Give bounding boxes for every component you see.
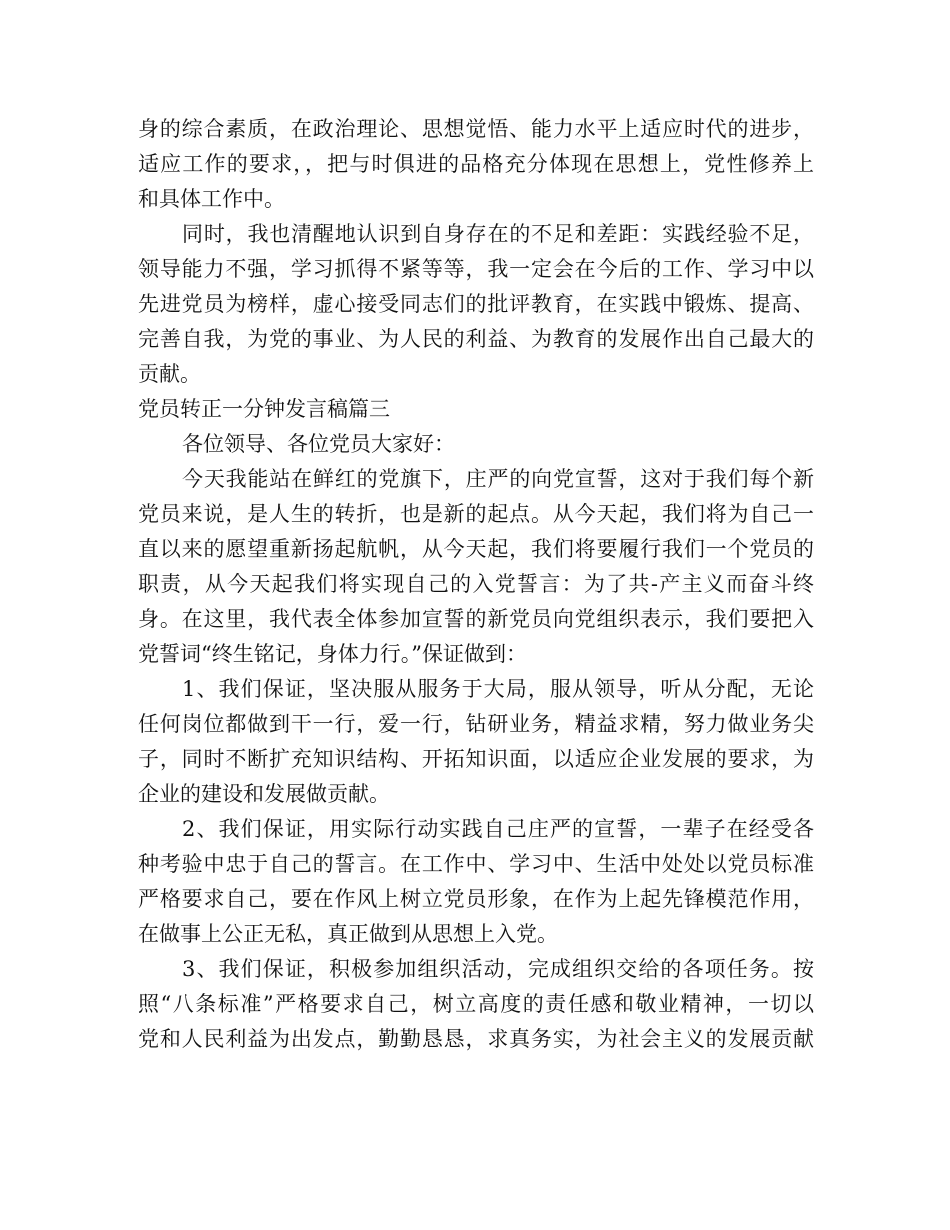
text-line: 和具体工作中。 — [138, 187, 285, 211]
text-line: 党誓词“终生铭记，身体力行。”保证做到： — [138, 642, 527, 666]
text-line: 严格要求自己，要在作风上树立党员形象，在作为上起先锋模范作用， — [138, 887, 814, 911]
text-line: 先进党员为榜样，虚心接受同志们的批评教育，在实践中锻炼、提高、 — [138, 292, 814, 316]
text-line: 子，同时不断扩充知识结构、开拓知识面，以适应企业发展的要求，为 — [138, 747, 814, 771]
text-line: 同时，我也清醒地认识到自身存在的不足和差距：实践经验不足， — [182, 222, 814, 246]
text-line: 在做事上公正无私，真正做到从思想上入党。 — [138, 922, 558, 946]
text-line: 照“八条标准”严格要求自己，树立高度的责任感和敬业精神，一切以 — [138, 992, 814, 1016]
text-line: 今天我能站在鲜红的党旗下，庄严的向党宣誓，这对于我们每个新 — [182, 467, 814, 491]
text-line: 1、我们保证，坚决服从服务于大局，服从领导，听从分配，无论 — [182, 677, 814, 701]
text-line: 贡献。 — [138, 362, 201, 386]
text-line: 完善自我，为党的事业、为人民的利益、为教育的发展作出自己最大的 — [138, 327, 814, 351]
text-line: 直以来的愿望重新扬起航帆，从今天起，我们将要履行我们一个党员的 — [138, 537, 814, 561]
salutation: 各位领导、各位党员大家好： — [182, 432, 455, 456]
text-line: 3、我们保证，积极参加组织活动，完成组织交给的各项任务。按 — [182, 957, 814, 981]
text-line: 领导能力不强，学习抓得不紧等等，我一定会在今后的工作、学习中以 — [138, 257, 814, 281]
text-line: 党和人民利益为出发点，勤勤恳恳，求真务实，为社会主义的发展贡献 — [138, 1027, 814, 1051]
text-line: 种考验中忠于自己的誓言。在工作中、学习中、生活中处处以党员标准 — [138, 852, 814, 876]
text-line: 党员来说，是人生的转折，也是新的起点。从今天起，我们将为自己一 — [138, 502, 814, 526]
text-line: 适应工作的要求，，把与时俱进的品格充分体现在思想上，党性修养上 — [138, 152, 814, 176]
text-line: 身的综合素质，在政治理论、思想觉悟、能力水平上适应时代的进步， — [138, 117, 814, 141]
text-line: 企业的建设和发展做贡献。 — [138, 782, 390, 806]
text-line: 身。在这里，我代表全体参加宣誓的新党员向党组织表示，我们要把入 — [138, 607, 814, 631]
document-body — [138, 112, 814, 1057]
text-line: 职责，从今天起我们将实现自己的入党誓言：为了共-产主义而奋斗终 — [138, 572, 814, 596]
section-heading: 党员转正一分钟发言稿篇三 — [138, 397, 390, 421]
text-line: 任何岗位都做到干一行，爱一行，钻研业务，精益求精，努力做业务尖 — [138, 712, 814, 736]
text-line: 2、我们保证，用实际行动实践自己庄严的宣誓，一辈子在经受各 — [182, 817, 814, 841]
